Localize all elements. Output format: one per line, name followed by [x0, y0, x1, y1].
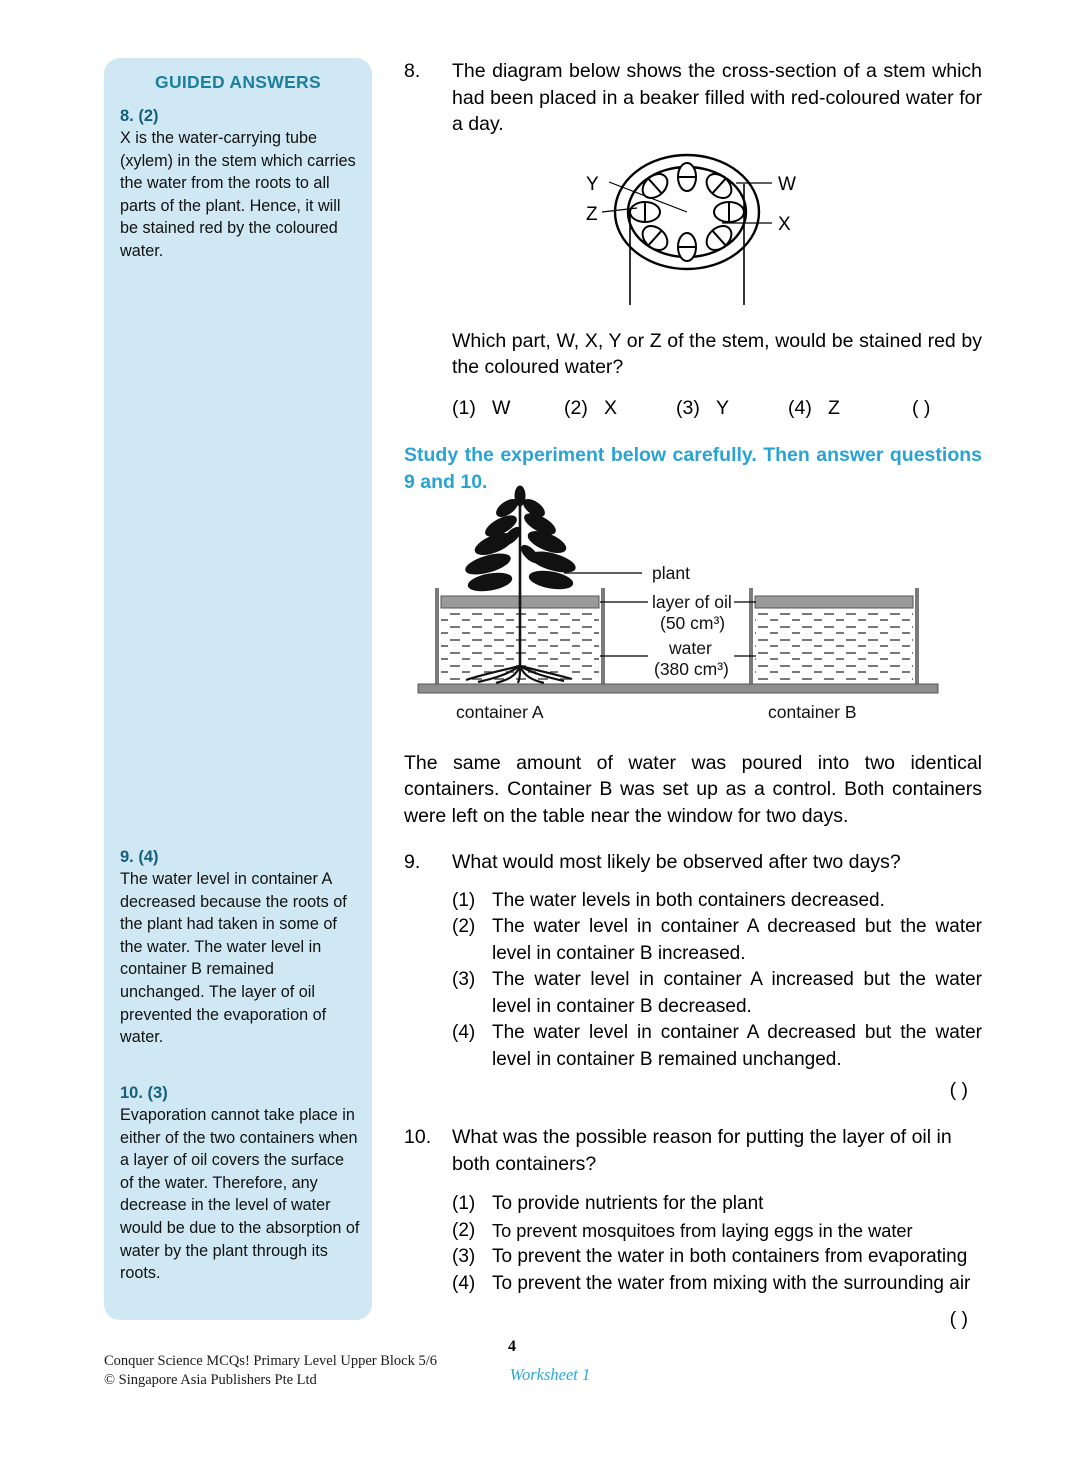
container-b-water	[755, 608, 913, 682]
question-10-option-3-label: (3)	[452, 1246, 476, 1267]
question-9	[404, 849, 982, 876]
question-8-option-3-label: (3)	[676, 396, 700, 419]
question-10-option-1-label: (1)	[452, 1193, 476, 1214]
question-8-option-4[interactable]	[788, 397, 900, 420]
question-9-option-2-label: (2)	[452, 916, 476, 937]
guided-answer-10	[120, 1084, 362, 1285]
question-10-option-1-text: To provide nutrients for the plant	[492, 1193, 764, 1214]
question-10-answer-bracket[interactable]: ( )	[949, 1308, 968, 1330]
question-9-option-2-text: The water level in container A decreased but the water level in container B increased.	[492, 916, 982, 964]
question-10-options	[404, 1191, 982, 1297]
question-9-option-3-text: The water level in container A increased but the water level in container B decreased.	[492, 969, 982, 1017]
question-10-option-4[interactable]	[452, 1271, 982, 1298]
question-10-option-3-text: To prevent the water in both containers from evaporating	[492, 1246, 968, 1267]
stem-label-y: Y	[586, 174, 599, 195]
experiment-svg	[404, 478, 982, 726]
caption-container-b: container B	[768, 702, 857, 722]
question-9-option-2[interactable]	[452, 914, 982, 967]
question-9-option-1-text: The water levels in both containers decreased.	[492, 889, 885, 911]
container-b-oil-layer	[755, 596, 913, 608]
container-b	[751, 588, 917, 684]
question-9-stem: What would most likely be observed after two days?	[452, 851, 901, 873]
guided-answers-sidebar	[104, 58, 372, 1320]
label-oil-line2: (50 cm³)	[660, 613, 726, 633]
question-8-option-4-label: (4)	[788, 396, 812, 419]
guided-answer-8	[120, 107, 356, 263]
question-9-option-3[interactable]	[452, 967, 982, 1020]
page-number: 4	[508, 1338, 516, 1355]
footer-credit-line-1: Conquer Science MCQs! Primary Level Upper Block 5/6	[104, 1353, 438, 1369]
label-plant: plant	[652, 563, 690, 583]
worksheet-label: Worksheet 1	[509, 1365, 591, 1384]
stem-label-w: W	[778, 174, 796, 195]
guided-answer-9-body: The water level in container A decreased because the roots of the plant had taken in some of the water. The water level in container B remained unchanged. The layer of oil prevented the evaporation of water.	[120, 870, 347, 1047]
question-8-option-2-label: (2)	[564, 396, 588, 419]
question-8-followup: Which part, W, X, Y or Z of the stem, would be stained red by the coloured water?	[452, 329, 982, 378]
question-10-stem: What was the possible reason for putting the layer of oil in both containers?	[452, 1126, 952, 1175]
question-9-options	[404, 888, 982, 1074]
question-8-option-3-text: Y	[716, 396, 730, 419]
question-10	[404, 1124, 982, 1177]
question-10-number: 10.	[404, 1126, 432, 1148]
question-8-number: 8.	[404, 60, 421, 82]
question-9-option-3-label: (3)	[452, 969, 476, 990]
question-8-option-2[interactable]	[564, 397, 676, 420]
table-surface	[418, 684, 938, 693]
question-8-followup-row	[404, 328, 982, 381]
guided-answers-title: GUIDED ANSWERS	[155, 72, 321, 92]
question-10-option-3[interactable]	[452, 1244, 982, 1271]
caption-container-a: container A	[456, 702, 544, 722]
experiment-instruction: Study the experiment below carefully. Then answer questions 9 and 10.	[404, 443, 982, 493]
question-8-option-1[interactable]	[452, 397, 564, 420]
question-8-options	[404, 397, 982, 420]
stem-label-z: Z	[586, 204, 598, 225]
question-10-option-4-text: To prevent the water from mixing with the surrounding air	[492, 1272, 971, 1294]
question-8-answer-bracket[interactable]: ( )	[912, 396, 931, 419]
guided-answer-8-body: X is the water-carrying tube (xylem) in the stem which carries the water from the roots to all parts of the plant. Hence, it will be stained red by the coloured water.	[120, 129, 356, 260]
question-10-option-2[interactable]	[452, 1218, 982, 1245]
question-10-option-4-label: (4)	[452, 1272, 476, 1294]
guided-answer-10-head: 10. (3)	[120, 1084, 168, 1102]
question-8-option-2-text: X	[604, 396, 618, 419]
question-8-stem: The diagram below shows the cross-section of a stem which had been placed in a beaker filled with red-coloured water for a day.	[452, 60, 982, 135]
question-10-option-2-label: (2)	[452, 1219, 476, 1241]
question-9-option-1-label: (1)	[452, 889, 476, 911]
stem-cross-section-figure	[404, 150, 982, 310]
question-8-option-4-text: Z	[828, 396, 840, 419]
guided-answer-10-body: Evaporation cannot take place in either of the two containers when a layer of oil covers the surface of the water. Therefore, any decrease in the level of water would be due to the absorption of water by the plant through its roots.	[120, 1106, 360, 1283]
guided-answer-8-head: 8. (2)	[120, 107, 159, 125]
experiment-passage: The same amount of water was poured into two identical containers. Container B was set up as a control. Both containers were left on the table near the window for two days.	[404, 751, 982, 827]
stem-cross-section-svg	[404, 150, 982, 310]
guided-answer-9	[120, 848, 362, 1049]
question-9-option-4-label: (4)	[452, 1022, 476, 1043]
question-8-option-3[interactable]	[676, 397, 788, 420]
label-water-line1: water	[669, 638, 712, 658]
label-oil-line1: layer of oil	[652, 592, 732, 612]
question-9-number: 9.	[404, 851, 421, 873]
question-9-option-1[interactable]	[452, 888, 982, 915]
question-8	[404, 58, 982, 138]
question-9-option-4[interactable]	[452, 1020, 982, 1073]
question-10-option-2-text: To prevent mosquitoes from laying eggs in the water	[492, 1220, 913, 1241]
question-9-answer-bracket[interactable]: ( )	[949, 1079, 968, 1101]
question-8-option-1-label: (1)	[452, 396, 476, 419]
label-water-line2: (380 cm³)	[654, 659, 729, 679]
stem-label-x: X	[778, 214, 791, 235]
footer-credit-line-2: © Singapore Asia Publishers Pte Ltd	[104, 1372, 317, 1388]
question-10-option-1[interactable]	[452, 1191, 982, 1218]
guided-answer-9-head: 9. (4)	[120, 848, 159, 866]
question-8-option-1-text: W	[492, 396, 511, 419]
question-9-option-4-text: The water level in container A decreased but the water level in container B remained unchanged.	[492, 1022, 982, 1070]
experiment-figure	[404, 478, 982, 726]
